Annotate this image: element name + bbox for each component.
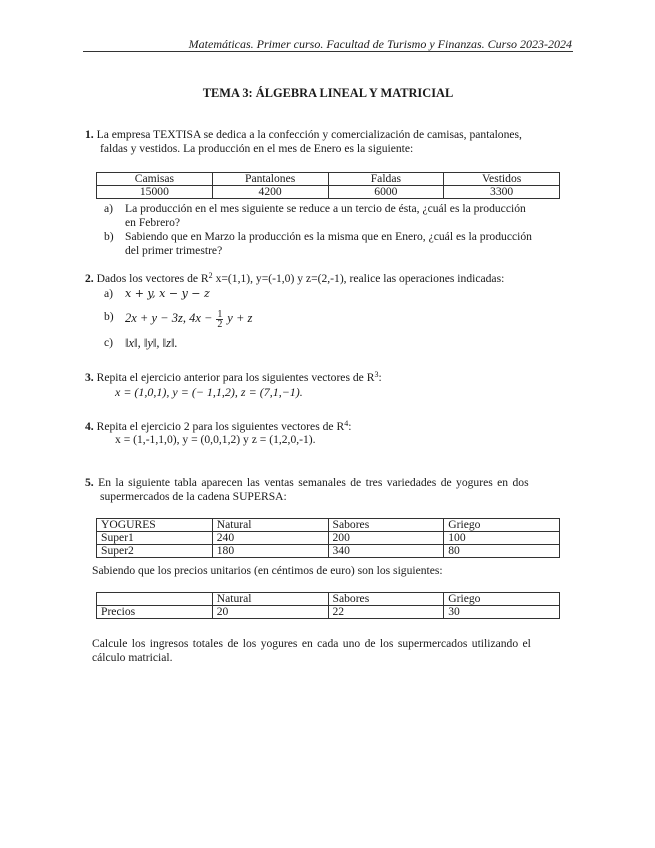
table-cell: Precios — [97, 606, 213, 619]
table-cell: 3300 — [444, 186, 560, 199]
production-table — [96, 172, 560, 199]
header-rule — [83, 51, 573, 52]
table-cell: 340 — [328, 545, 444, 558]
table-header-cell: YOGURES — [97, 519, 213, 532]
exercise-number: 1. — [85, 128, 94, 141]
item-text: Sabiendo que en Marzo la producción es la misma que en Enero, ¿cuál es la producción — [125, 230, 532, 243]
math-expression: x + y, x − y − z — [125, 287, 210, 300]
closing-text: cálculo matricial. — [92, 651, 173, 664]
table-header-cell: Griego — [444, 519, 560, 532]
table-header-cell — [97, 593, 213, 606]
exercise-text: : — [348, 420, 352, 433]
fraction-denominator: 2 — [217, 319, 223, 330]
closing-text: Calcule los ingresos totales de los yogures en cada uno de los supermercados utilizando el — [92, 637, 531, 650]
table-header-cell: Camisas — [97, 173, 213, 186]
table-cell: 30 — [444, 606, 560, 619]
exercise-text: La empresa TEXTISA se dedica a la confección y comercialización de camisas, pantalones, — [96, 128, 522, 141]
table-cell: 20 — [212, 606, 328, 619]
math-expression: 2x + y − 3z, 4x − — [125, 311, 213, 326]
table-header-cell: Sabores — [328, 593, 444, 606]
item-label: a) — [104, 287, 114, 300]
table-row — [97, 532, 560, 545]
list-item — [104, 230, 572, 258]
superscript: 3 — [374, 370, 379, 379]
exercise-text: : — [378, 371, 382, 384]
table-cell: Super1 — [97, 532, 213, 545]
math-expression: ‖x‖, ‖y‖, ‖z‖. — [125, 336, 178, 350]
exercise-2 — [85, 272, 575, 286]
item-label: b) — [104, 310, 114, 323]
exercise-number: 2. — [85, 272, 94, 285]
fraction — [216, 310, 223, 329]
exercise-text: Repita el ejercicio 2 para los siguientes vectores de R — [96, 420, 345, 433]
table-cell: 200 — [328, 532, 444, 545]
table-cell: 180 — [212, 545, 328, 558]
item-text: en Febrero? — [125, 216, 181, 229]
vector-definitions: x = (1,-1,1,0), y = (0,0,1,2) y z = (1,2,0,-1). — [115, 433, 316, 446]
exercise-text: faldas y vestidos. La producción en el mes de Enero es la siguiente: — [100, 142, 414, 155]
item-label: a) — [104, 202, 114, 215]
table-cell: 6000 — [328, 186, 444, 199]
item-label: c) — [104, 336, 114, 349]
table-cell: 240 — [212, 532, 328, 545]
exercise-text: En la siguiente tabla aparecen las ventas semanales de tres variedades de yogures en dos — [98, 476, 529, 489]
list-item — [104, 310, 252, 329]
table-row — [97, 545, 560, 558]
exercise-text: supermercados de la cadena SUPERSA: — [100, 490, 287, 503]
prices-intro: Sabiendo que los precios unitarios (en céntimos de euro) son los siguientes: — [92, 564, 443, 577]
closing-paragraph — [92, 637, 572, 665]
table-row — [97, 186, 560, 199]
sales-table — [96, 518, 560, 558]
list-item — [104, 336, 178, 351]
table-cell: Super2 — [97, 545, 213, 558]
table-header-cell: Natural — [212, 519, 328, 532]
exercise-text: Dados los vectores de R — [96, 272, 209, 285]
table-row — [97, 606, 560, 619]
table-header-row — [97, 173, 560, 186]
table-cell: 4200 — [212, 186, 328, 199]
exercise-number: 3. — [85, 371, 94, 384]
table-cell: 80 — [444, 545, 560, 558]
exercise-text: x=(1,1), y=(-1,0) y z=(2,-1), realice las operaciones indicadas: — [212, 272, 505, 285]
superscript: 4 — [344, 419, 349, 428]
table-header-cell: Vestidos — [444, 173, 560, 186]
exercise-text: Repita el ejercicio anterior para los siguientes vectores de R — [96, 371, 375, 384]
table-cell: 22 — [328, 606, 444, 619]
exercise-number: 5. — [85, 476, 94, 489]
exercise-5 — [85, 476, 575, 504]
list-item — [104, 287, 210, 301]
table-header-cell: Griego — [444, 593, 560, 606]
table-cell: 15000 — [97, 186, 213, 199]
prices-table — [96, 592, 560, 619]
table-header-cell: Sabores — [328, 519, 444, 532]
item-label: b) — [104, 230, 114, 243]
exercise-number: 4. — [85, 420, 94, 433]
item-text: del primer trimestre? — [125, 244, 223, 257]
exercise-3 — [85, 371, 575, 385]
table-header-cell: Pantalones — [212, 173, 328, 186]
list-item — [104, 202, 572, 230]
table-cell: 100 — [444, 532, 560, 545]
table-header-cell: Natural — [212, 593, 328, 606]
item-text: La producción en el mes siguiente se reduce a un tercio de ésta, ¿cuál es la producción — [125, 202, 526, 215]
fraction-numerator: 1 — [217, 309, 223, 320]
table-header-cell: Faldas — [328, 173, 444, 186]
table-header-row — [97, 519, 560, 532]
exercise-4 — [85, 420, 575, 434]
math-expression: y + z — [227, 311, 253, 326]
superscript: 2 — [208, 271, 213, 280]
table-header-row — [97, 593, 560, 606]
vector-definitions: x = (1,0,1), y = (− 1,1,2), z = (7,1,−1). — [115, 385, 303, 399]
running-header: Matemáticas. Primer curso. Facultad de Turismo y Finanzas. Curso 2023-2024 — [188, 37, 572, 51]
page-title: TEMA 3: ÁLGEBRA LINEAL Y MATRICIAL — [202, 86, 454, 100]
exercise-1 — [85, 128, 575, 156]
